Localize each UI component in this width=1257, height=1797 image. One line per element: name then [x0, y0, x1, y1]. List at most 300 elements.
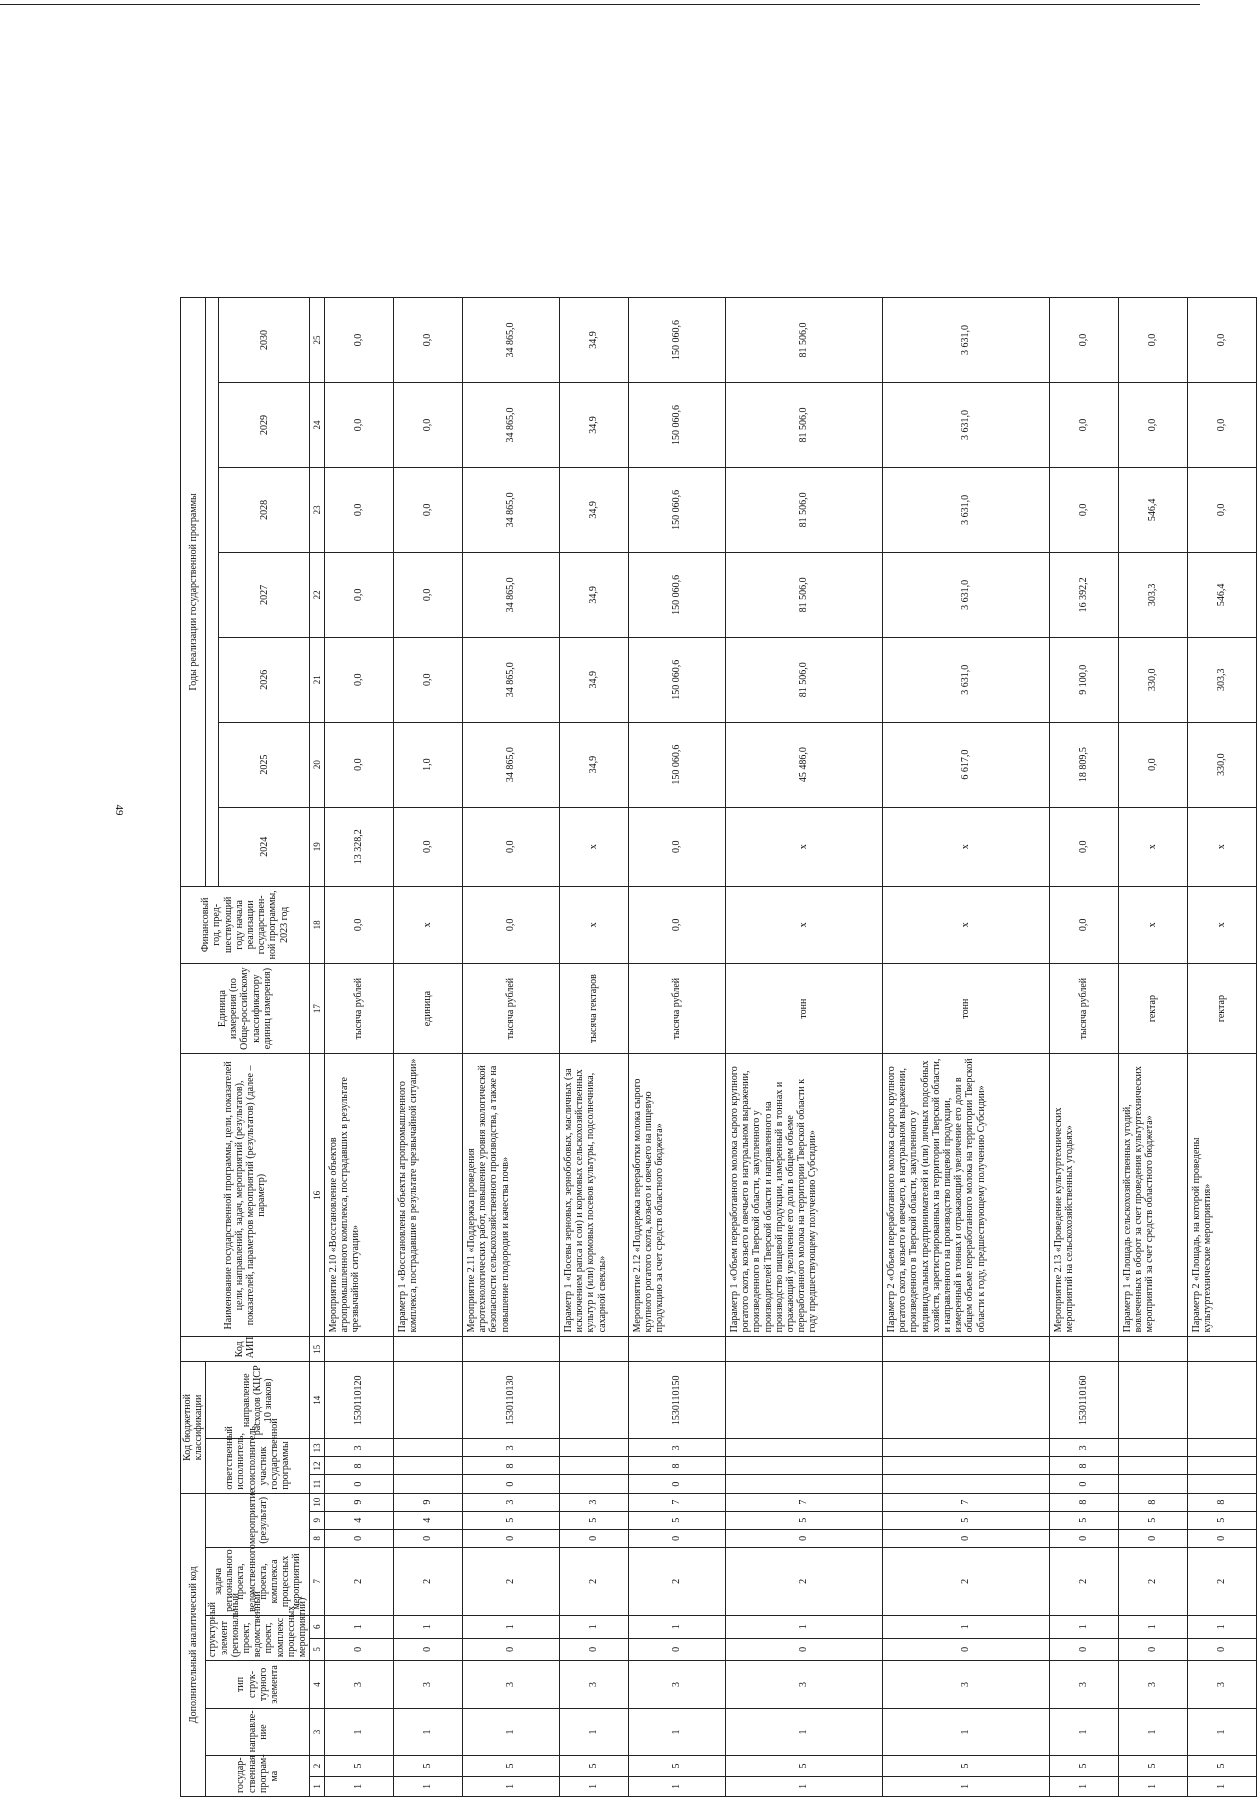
header-kbk: Код бюджетной классификации: [181, 1362, 206, 1493]
year-value-cell: 150 060,6: [629, 637, 726, 722]
year-value-cell: 0,0: [1050, 383, 1119, 468]
fin-year-cell: x: [394, 886, 463, 963]
kaip-cell: [463, 1337, 560, 1362]
column-number: 4: [310, 1661, 325, 1709]
column-number: 5: [310, 1638, 325, 1661]
code-cell: 5: [883, 1511, 1050, 1529]
year-value-cell: 34,9: [560, 637, 629, 722]
year-value-cell: 150 060,6: [629, 383, 726, 468]
code-cell: 1: [1050, 1708, 1119, 1756]
table-body: [325, 298, 1257, 1797]
code-cell: 2: [629, 1547, 726, 1615]
column-number: 19: [310, 807, 325, 886]
code-cell: 9: [325, 1493, 394, 1511]
year-value-cell: 1,0: [394, 722, 463, 807]
year-value-cell: 0,0: [394, 467, 463, 552]
code-cell: 3: [463, 1661, 560, 1709]
name-cell: Мероприятие 2.11 «Поддержка проведения агротехнологических работ, повышение уровня экологической безопасности сельскохозяйственного производства, а также на повышение плодородия и качества почв»: [463, 1054, 560, 1337]
unit-cell: тонн: [726, 963, 883, 1054]
code-cell: 2: [1119, 1547, 1188, 1615]
unit-cell: тонн: [883, 963, 1050, 1054]
year-value-cell: 0,0: [325, 467, 394, 552]
year-value-cell: 546,4: [1188, 552, 1257, 637]
top-border-line: [0, 4, 1200, 5]
code-cell: 5: [1050, 1756, 1119, 1776]
table-row: [325, 298, 394, 1797]
header-struct: структурный элемент (региональный проект, ведомственный проект, комплекс процессных мероприятий): [206, 1615, 310, 1660]
code-cell: 1: [463, 1708, 560, 1756]
fin-year-cell: 0,0: [1050, 886, 1119, 963]
year-value-cell: 34 865,0: [463, 637, 560, 722]
expense-code-cell: [1188, 1362, 1257, 1439]
code-cell: 1: [726, 1615, 883, 1638]
code-cell: 3: [1188, 1661, 1257, 1709]
name-cell: Параметр 1 «Площадь сельскохозяйственных угодий, вовлеченных в оборот за счет проведения культуртехнических мероприятий за счет средств областного бюджета»: [1119, 1054, 1188, 1337]
kaip-cell: [560, 1337, 629, 1362]
year-value-cell: 0,0: [1119, 298, 1188, 383]
column-number: 9: [310, 1511, 325, 1529]
name-cell: Параметр 1 «Посевы зерновых, зернобобовых, масличных (за исключением рапса и сои) и кормовых сельскохозяйственных культур и (или) кормовых посевов культуры, подсолнечника, сахарной свеклы»: [560, 1054, 629, 1337]
expense-code-cell: [726, 1362, 883, 1439]
code-cell: 3: [629, 1661, 726, 1709]
code-cell: 1: [1050, 1776, 1119, 1796]
code-cell: 1: [394, 1708, 463, 1756]
header-gp: государ-ственная програм-ма: [206, 1756, 310, 1797]
year-value-cell: 18 809,5: [1050, 722, 1119, 807]
code-cell: 1: [629, 1708, 726, 1756]
header-dir: направле-ние: [206, 1708, 310, 1756]
code-cell: [1188, 1475, 1257, 1493]
header-year: 2028: [219, 467, 310, 552]
code-cell: 1: [560, 1776, 629, 1796]
year-value-cell: x: [883, 807, 1050, 886]
code-cell: 0: [1119, 1529, 1188, 1547]
code-cell: 8: [1050, 1493, 1119, 1511]
fin-year-cell: 0,0: [629, 886, 726, 963]
year-value-cell: 0,0: [394, 637, 463, 722]
year-value-cell: 3 631,0: [883, 552, 1050, 637]
code-cell: [1188, 1439, 1257, 1457]
code-cell: 3: [325, 1439, 394, 1457]
year-value-cell: 0,0: [394, 807, 463, 886]
kaip-cell: [1119, 1337, 1188, 1362]
year-value-cell: 0,0: [1188, 467, 1257, 552]
column-number: 12: [310, 1457, 325, 1475]
code-cell: 1: [1188, 1708, 1257, 1756]
code-cell: 7: [629, 1493, 726, 1511]
code-cell: 5: [1119, 1511, 1188, 1529]
year-value-cell: 34,9: [560, 722, 629, 807]
code-cell: 5: [1188, 1511, 1257, 1529]
year-value-cell: 3 631,0: [883, 383, 1050, 468]
column-number: 20: [310, 722, 325, 807]
column-number: 22: [310, 552, 325, 637]
code-cell: 1: [629, 1615, 726, 1638]
year-value-cell: 0,0: [1050, 298, 1119, 383]
code-cell: 1: [883, 1708, 1050, 1756]
code-cell: 0: [463, 1638, 560, 1661]
year-value-cell: 34 865,0: [463, 298, 560, 383]
code-cell: 1: [325, 1708, 394, 1756]
code-cell: 0: [1119, 1638, 1188, 1661]
name-cell: Параметр 1 «Объем переработанного молока сырого крупного рогатого скота, козьего и овечьего в натуральном выражении, произведенного в Тверской области, закупленного у производителей Тверской области и направленного на производство пищевой продукции, измеренный в тоннах и отражающий увеличение его доли в общем объеме переработанного молока на территории Тверской области к году предшествующему получению Субсидии»: [726, 1054, 883, 1337]
column-number: 7: [310, 1547, 325, 1615]
table-row: [883, 298, 1050, 1797]
code-cell: 2: [1050, 1547, 1119, 1615]
year-value-cell: 3 631,0: [883, 298, 1050, 383]
year-value-cell: 0,0: [325, 552, 394, 637]
year-value-cell: 150 060,6: [629, 467, 726, 552]
code-cell: [394, 1457, 463, 1475]
header-task: задача регионального проекта, ведомственного проекта, комплекса процессных мероприятий: [206, 1547, 310, 1615]
header-year: 2024: [219, 807, 310, 886]
year-value-cell: 0,0: [1188, 383, 1257, 468]
code-cell: 0: [463, 1529, 560, 1547]
code-cell: 1: [325, 1615, 394, 1638]
year-value-cell: 6 617,0: [883, 722, 1050, 807]
page-number: 49: [113, 804, 125, 816]
code-cell: 1: [394, 1615, 463, 1638]
code-cell: 2: [726, 1547, 883, 1615]
header-year: 2030: [219, 298, 310, 383]
name-cell: Мероприятие 2.13 «Проведение культуртехнических мероприятий на сельскохозяйственных угодьях»: [1050, 1054, 1119, 1337]
code-cell: 0: [1050, 1529, 1119, 1547]
code-cell: 8: [1050, 1457, 1119, 1475]
year-value-cell: 150 060,6: [629, 298, 726, 383]
header-event: мероприятие (результат): [206, 1493, 310, 1547]
column-number: 18: [310, 886, 325, 963]
code-cell: 0: [726, 1529, 883, 1547]
kaip-cell: [629, 1337, 726, 1362]
code-cell: 0: [1188, 1638, 1257, 1661]
year-value-cell: 330,0: [1119, 637, 1188, 722]
code-cell: 5: [463, 1756, 560, 1776]
fin-year-cell: 0,0: [463, 886, 560, 963]
unit-cell: тысяча гектаров: [560, 963, 629, 1054]
code-cell: 5: [1050, 1511, 1119, 1529]
unit-cell: гектар: [1119, 963, 1188, 1054]
column-number: 23: [310, 467, 325, 552]
code-cell: 3: [394, 1661, 463, 1709]
expense-code-cell: [560, 1362, 629, 1439]
year-value-cell: 3 631,0: [883, 637, 1050, 722]
code-cell: 5: [463, 1511, 560, 1529]
year-value-cell: 34,9: [560, 298, 629, 383]
year-value-cell: 0,0: [394, 383, 463, 468]
code-cell: [726, 1475, 883, 1493]
expense-code-cell: [394, 1362, 463, 1439]
code-cell: [394, 1439, 463, 1457]
code-cell: 5: [325, 1756, 394, 1776]
fin-year-cell: 0,0: [325, 886, 394, 963]
code-cell: 0: [1188, 1529, 1257, 1547]
year-value-cell: 34,9: [560, 383, 629, 468]
code-cell: 0: [394, 1529, 463, 1547]
year-value-cell: 34 865,0: [463, 383, 560, 468]
code-cell: [560, 1475, 629, 1493]
year-value-cell: 0,0: [1119, 383, 1188, 468]
fin-year-cell: x: [560, 886, 629, 963]
header-years-group: Годы реализации государственной программы: [181, 298, 206, 887]
code-cell: 7: [726, 1493, 883, 1511]
name-cell: Параметр 2 «Площадь, на которой проведены культуртехнические мероприятия»: [1188, 1054, 1257, 1337]
code-cell: 2: [325, 1547, 394, 1615]
code-cell: 3: [1050, 1661, 1119, 1709]
code-cell: 1: [1188, 1615, 1257, 1638]
year-value-cell: x: [1119, 807, 1188, 886]
header-exec: ответственный исполнитель, соисполнитель, участник государственной программы: [206, 1439, 310, 1493]
code-cell: 8: [1119, 1493, 1188, 1511]
code-cell: 3: [883, 1661, 1050, 1709]
code-cell: [394, 1475, 463, 1493]
year-value-cell: 81 506,0: [726, 298, 883, 383]
column-number: 21: [310, 637, 325, 722]
expense-code-cell: 1530110120: [325, 1362, 394, 1439]
code-cell: [883, 1439, 1050, 1457]
code-cell: 3: [726, 1661, 883, 1709]
year-value-cell: 81 506,0: [726, 467, 883, 552]
expense-code-cell: 1530110150: [629, 1362, 726, 1439]
column-number: 24: [310, 383, 325, 468]
year-value-cell: 0,0: [1188, 298, 1257, 383]
code-cell: 4: [325, 1511, 394, 1529]
code-cell: 0: [325, 1529, 394, 1547]
year-value-cell: 330,0: [1188, 722, 1257, 807]
year-value-cell: 3 631,0: [883, 467, 1050, 552]
header-year: 2027: [219, 552, 310, 637]
code-cell: 1: [726, 1776, 883, 1796]
table-row: [560, 298, 629, 1797]
code-cell: 1: [883, 1615, 1050, 1638]
code-cell: 1: [1119, 1776, 1188, 1796]
code-cell: 2: [394, 1547, 463, 1615]
code-cell: 5: [629, 1756, 726, 1776]
year-value-cell: x: [560, 807, 629, 886]
header-exp: направление расходов (КЦСР 10 знаков): [206, 1362, 310, 1439]
code-cell: [883, 1457, 1050, 1475]
code-cell: 0: [726, 1638, 883, 1661]
table-row: [394, 298, 463, 1797]
year-value-cell: 34,9: [560, 552, 629, 637]
code-cell: 8: [325, 1457, 394, 1475]
table-row: [1050, 298, 1119, 1797]
kaip-cell: [325, 1337, 394, 1362]
table-row: [463, 298, 560, 1797]
fin-year-cell: x: [1119, 886, 1188, 963]
fin-year-cell: x: [883, 886, 1050, 963]
code-cell: 0: [325, 1638, 394, 1661]
code-cell: 5: [629, 1511, 726, 1529]
code-cell: 0: [629, 1475, 726, 1493]
expense-code-cell: [883, 1362, 1050, 1439]
code-cell: 0: [1050, 1638, 1119, 1661]
table-row: [629, 298, 726, 1797]
year-value-cell: 0,0: [629, 807, 726, 886]
code-cell: 7: [883, 1493, 1050, 1511]
code-cell: 2: [560, 1547, 629, 1615]
code-cell: 2: [883, 1547, 1050, 1615]
code-cell: 3: [629, 1439, 726, 1457]
code-cell: 3: [560, 1661, 629, 1709]
table-row: [1119, 298, 1188, 1797]
code-cell: 5: [1119, 1756, 1188, 1776]
code-cell: [560, 1439, 629, 1457]
code-cell: [1119, 1457, 1188, 1475]
code-cell: 9: [394, 1493, 463, 1511]
year-value-cell: 0,0: [325, 383, 394, 468]
unit-cell: тысяча рублей: [325, 963, 394, 1054]
column-number: 13: [310, 1439, 325, 1457]
column-number: 15: [310, 1337, 325, 1362]
code-cell: 2: [463, 1547, 560, 1615]
year-value-cell: 546,4: [1119, 467, 1188, 552]
code-cell: 1: [394, 1776, 463, 1796]
code-cell: 3: [1119, 1661, 1188, 1709]
code-cell: 5: [560, 1511, 629, 1529]
year-value-cell: 0,0: [463, 807, 560, 886]
kaip-cell: [1188, 1337, 1257, 1362]
column-number: 3: [310, 1708, 325, 1756]
header-name: Наименование государственной программы, цели, показателей цели, направлений, задач, мероприятий (результатов), показателей, параметров мероприятий (результатов) (далее – параметр): [181, 1054, 310, 1337]
year-value-cell: 34,9: [560, 467, 629, 552]
code-cell: 1: [560, 1615, 629, 1638]
code-cell: 3: [325, 1661, 394, 1709]
column-number-row: [310, 298, 325, 1797]
code-cell: 1: [1050, 1615, 1119, 1638]
header-kaip: Код АИП: [181, 1337, 310, 1362]
code-cell: [1119, 1439, 1188, 1457]
column-number: 2: [310, 1756, 325, 1776]
code-cell: 0: [883, 1529, 1050, 1547]
code-cell: 1: [463, 1776, 560, 1796]
year-value-cell: 81 506,0: [726, 552, 883, 637]
code-cell: 1: [1188, 1776, 1257, 1796]
table-row: [726, 298, 883, 1797]
code-cell: 0: [394, 1638, 463, 1661]
code-cell: [726, 1457, 883, 1475]
column-number: 17: [310, 963, 325, 1054]
code-cell: 5: [726, 1756, 883, 1776]
code-cell: 3: [560, 1493, 629, 1511]
code-cell: 1: [726, 1708, 883, 1756]
kaip-cell: [1050, 1337, 1119, 1362]
code-cell: 3: [1050, 1439, 1119, 1457]
code-cell: 1: [325, 1776, 394, 1796]
header-year: 2026: [219, 637, 310, 722]
name-cell: Параметр 2 «Объем переработанного молока сырого крупного рогатого скота, козьего и овечьего, в натуральном выражении, произведенного в Тверской области, закупленного у индивидуальных предпринимателей и (или) личных подсобных хозяйств, зарегистрированных на территории Тверской области, и направленного на производство пищевой продукции, измеренный в тоннах и отражающий увеличение его доли в общем объеме переработанного молока на территории Тверской области к году, предшествующему получению Субсидии»: [883, 1054, 1050, 1337]
kaip-cell: [394, 1337, 463, 1362]
year-value-cell: 0,0: [1050, 467, 1119, 552]
year-value-cell: 34 865,0: [463, 552, 560, 637]
code-cell: 8: [463, 1457, 560, 1475]
unit-cell: гектар: [1188, 963, 1257, 1054]
year-value-cell: 0,0: [1050, 807, 1119, 886]
header-dac: Дополнительный аналитический код: [181, 1493, 206, 1796]
code-cell: 1: [560, 1708, 629, 1756]
year-value-cell: 34 865,0: [463, 467, 560, 552]
year-value-cell: 303,3: [1119, 552, 1188, 637]
expense-code-cell: 1530110130: [463, 1362, 560, 1439]
column-number: 6: [310, 1615, 325, 1638]
code-cell: [726, 1439, 883, 1457]
year-value-cell: 81 506,0: [726, 383, 883, 468]
code-cell: 3: [463, 1439, 560, 1457]
kaip-cell: [726, 1337, 883, 1362]
fin-year-cell: x: [1188, 886, 1257, 963]
code-cell: 5: [726, 1511, 883, 1529]
code-cell: 0: [629, 1529, 726, 1547]
code-cell: 0: [325, 1475, 394, 1493]
name-cell: Мероприятие 2.12 «Поддержка переработки молока сырого крупного рогатого скота, козьего и овечьего на пищевую продукцию за счет средств областного бюджета»: [629, 1054, 726, 1337]
year-value-cell: 0,0: [394, 298, 463, 383]
header-fin-year: Финансовый год, пред-шествующий году начала реализации государствен-ной программы, 2023 год: [181, 886, 310, 963]
code-cell: 1: [463, 1615, 560, 1638]
code-cell: 3: [463, 1493, 560, 1511]
header-years-spacer: [206, 298, 219, 887]
header-unit: Единица измерения (по Обще-российскому классификатору единиц измерения): [181, 963, 310, 1054]
code-cell: 5: [883, 1756, 1050, 1776]
year-value-cell: 0,0: [394, 552, 463, 637]
year-value-cell: x: [1188, 807, 1257, 886]
year-value-cell: 150 060,6: [629, 552, 726, 637]
header-type: тип струк-турного элемента: [206, 1661, 310, 1709]
year-value-cell: 45 486,0: [726, 722, 883, 807]
column-number: 8: [310, 1529, 325, 1547]
column-number: 1: [310, 1776, 325, 1796]
year-value-cell: 81 506,0: [726, 637, 883, 722]
name-cell: Параметр 1 «Восстановлены объекты агропромышленного комплекса, пострадавшие в результате чрезвычайной ситуации»: [394, 1054, 463, 1337]
year-value-cell: 0,0: [1119, 722, 1188, 807]
year-value-cell: 0,0: [325, 298, 394, 383]
unit-cell: тысяча рублей: [463, 963, 560, 1054]
code-cell: 0: [463, 1475, 560, 1493]
code-cell: 1: [883, 1776, 1050, 1796]
year-value-cell: 16 392,2: [1050, 552, 1119, 637]
code-cell: 1: [1119, 1708, 1188, 1756]
year-value-cell: x: [726, 807, 883, 886]
kaip-cell: [883, 1337, 1050, 1362]
expense-code-cell: [1119, 1362, 1188, 1439]
year-value-cell: 13 328,2: [325, 807, 394, 886]
code-cell: 0: [1050, 1475, 1119, 1493]
code-cell: [1188, 1457, 1257, 1475]
name-cell: Мероприятие 2.10 «Восстановление объектов агропромышленного комплекса, пострадавших в результате чрезвычайной ситуации»: [325, 1054, 394, 1337]
unit-cell: тысяча рублей: [629, 963, 726, 1054]
unit-cell: единица: [394, 963, 463, 1054]
fin-year-cell: x: [726, 886, 883, 963]
unit-cell: тысяча рублей: [1050, 963, 1119, 1054]
year-value-cell: 150 060,6: [629, 722, 726, 807]
year-value-cell: 34 865,0: [463, 722, 560, 807]
year-value-cell: 0,0: [325, 722, 394, 807]
header-year: 2025: [219, 722, 310, 807]
column-number: 14: [310, 1362, 325, 1439]
code-cell: 8: [1188, 1493, 1257, 1511]
code-cell: 5: [394, 1756, 463, 1776]
table-row: [1188, 298, 1257, 1797]
rotated-table-container: [180, 97, 1228, 1797]
code-cell: 8: [629, 1457, 726, 1475]
column-number: 25: [310, 298, 325, 383]
code-cell: 0: [560, 1638, 629, 1661]
program-table: [180, 297, 1257, 1797]
year-value-cell: 9 100,0: [1050, 637, 1119, 722]
code-cell: 4: [394, 1511, 463, 1529]
year-value-cell: 303,3: [1188, 637, 1257, 722]
column-number: 11: [310, 1475, 325, 1493]
expense-code-cell: 1530110160: [1050, 1362, 1119, 1439]
code-cell: [560, 1457, 629, 1475]
